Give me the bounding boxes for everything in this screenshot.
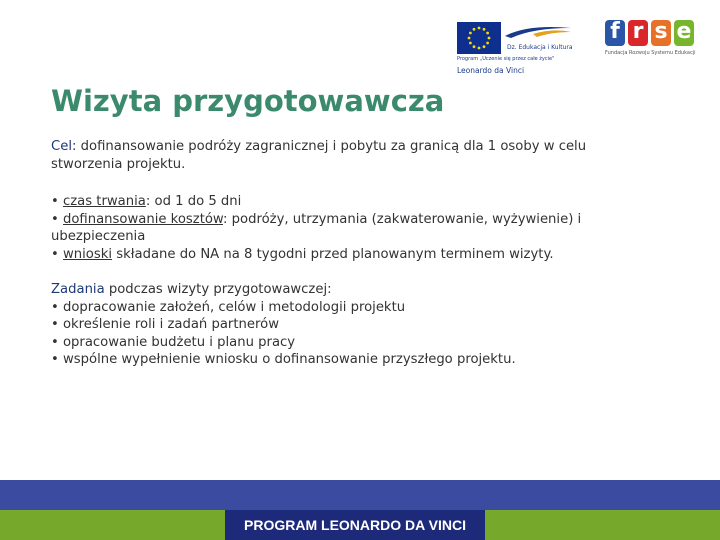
header-logos [455,20,705,80]
eu-logo-line3: Leonardo da Vinci [457,66,525,75]
bullet: • [51,194,63,209]
tasks-label: Zadania [51,282,105,297]
footer-program-label: PROGRAM LEONARDO DA VINCI [225,510,485,540]
slide-content [51,138,661,369]
detail-duration [51,193,661,211]
frse-letter-r: r [628,20,648,46]
duration-text: : od 1 do 5 dni [145,194,242,209]
tasks-heading [51,281,661,299]
frse-letter-f: f [605,20,625,46]
goal-label: Cel [51,139,72,154]
task-item: • dopracowanie założeń, celów i metodologii projektu [51,299,406,315]
duration-label: czas trwania [62,194,146,209]
goal-text: : dofinansowanie podróży zagranicznej i pobytu za granicą dla 1 osoby w celu stworzenia projektu. [51,139,587,172]
applications-label: wnioski [62,246,113,262]
task-item: • wspólne wypełnienie wniosku o dofinansowanie przyszłego projektu. [51,352,516,367]
frse-caption: Fundacja Rozwoju Systemu Edukacji [605,50,696,56]
eu-flag-icon [457,22,501,54]
bullet: • [51,246,63,262]
slide-title: Wizyta przygotowawcza [51,84,445,118]
eu-logo-line1: Dz. Edukacja i Kultura [507,44,573,51]
eu-logo-line2: Program „Uczenie się przez całe życie" [457,56,555,62]
tasks-intro: podczas wizyty przygotowawczej: [104,282,332,297]
funding-label: dofinansowanie kosztów [62,211,223,227]
swoosh-icon [503,22,573,40]
task-item: • określenie roli i zadań partnerów [51,317,279,332]
frse-logo [605,20,705,60]
task-item: • opracowanie budżetu i planu pracy [51,334,296,350]
detail-applications [51,246,661,264]
footer-bar-top [0,480,720,510]
detail-funding [51,211,661,246]
bullet: • [51,211,63,227]
frse-letter-s: s [651,20,671,46]
eu-lifelong-learning-logo [455,20,605,80]
frse-letter-e: e [674,20,694,46]
goal-paragraph [51,138,661,173]
applications-text: składane do NA na 8 tygodni przed planowanym terminem wizyty. [112,246,554,262]
funding-text: : podróży, utrzymania (zakwaterowanie, wyżywienie) i ubezpieczenia [51,211,582,244]
